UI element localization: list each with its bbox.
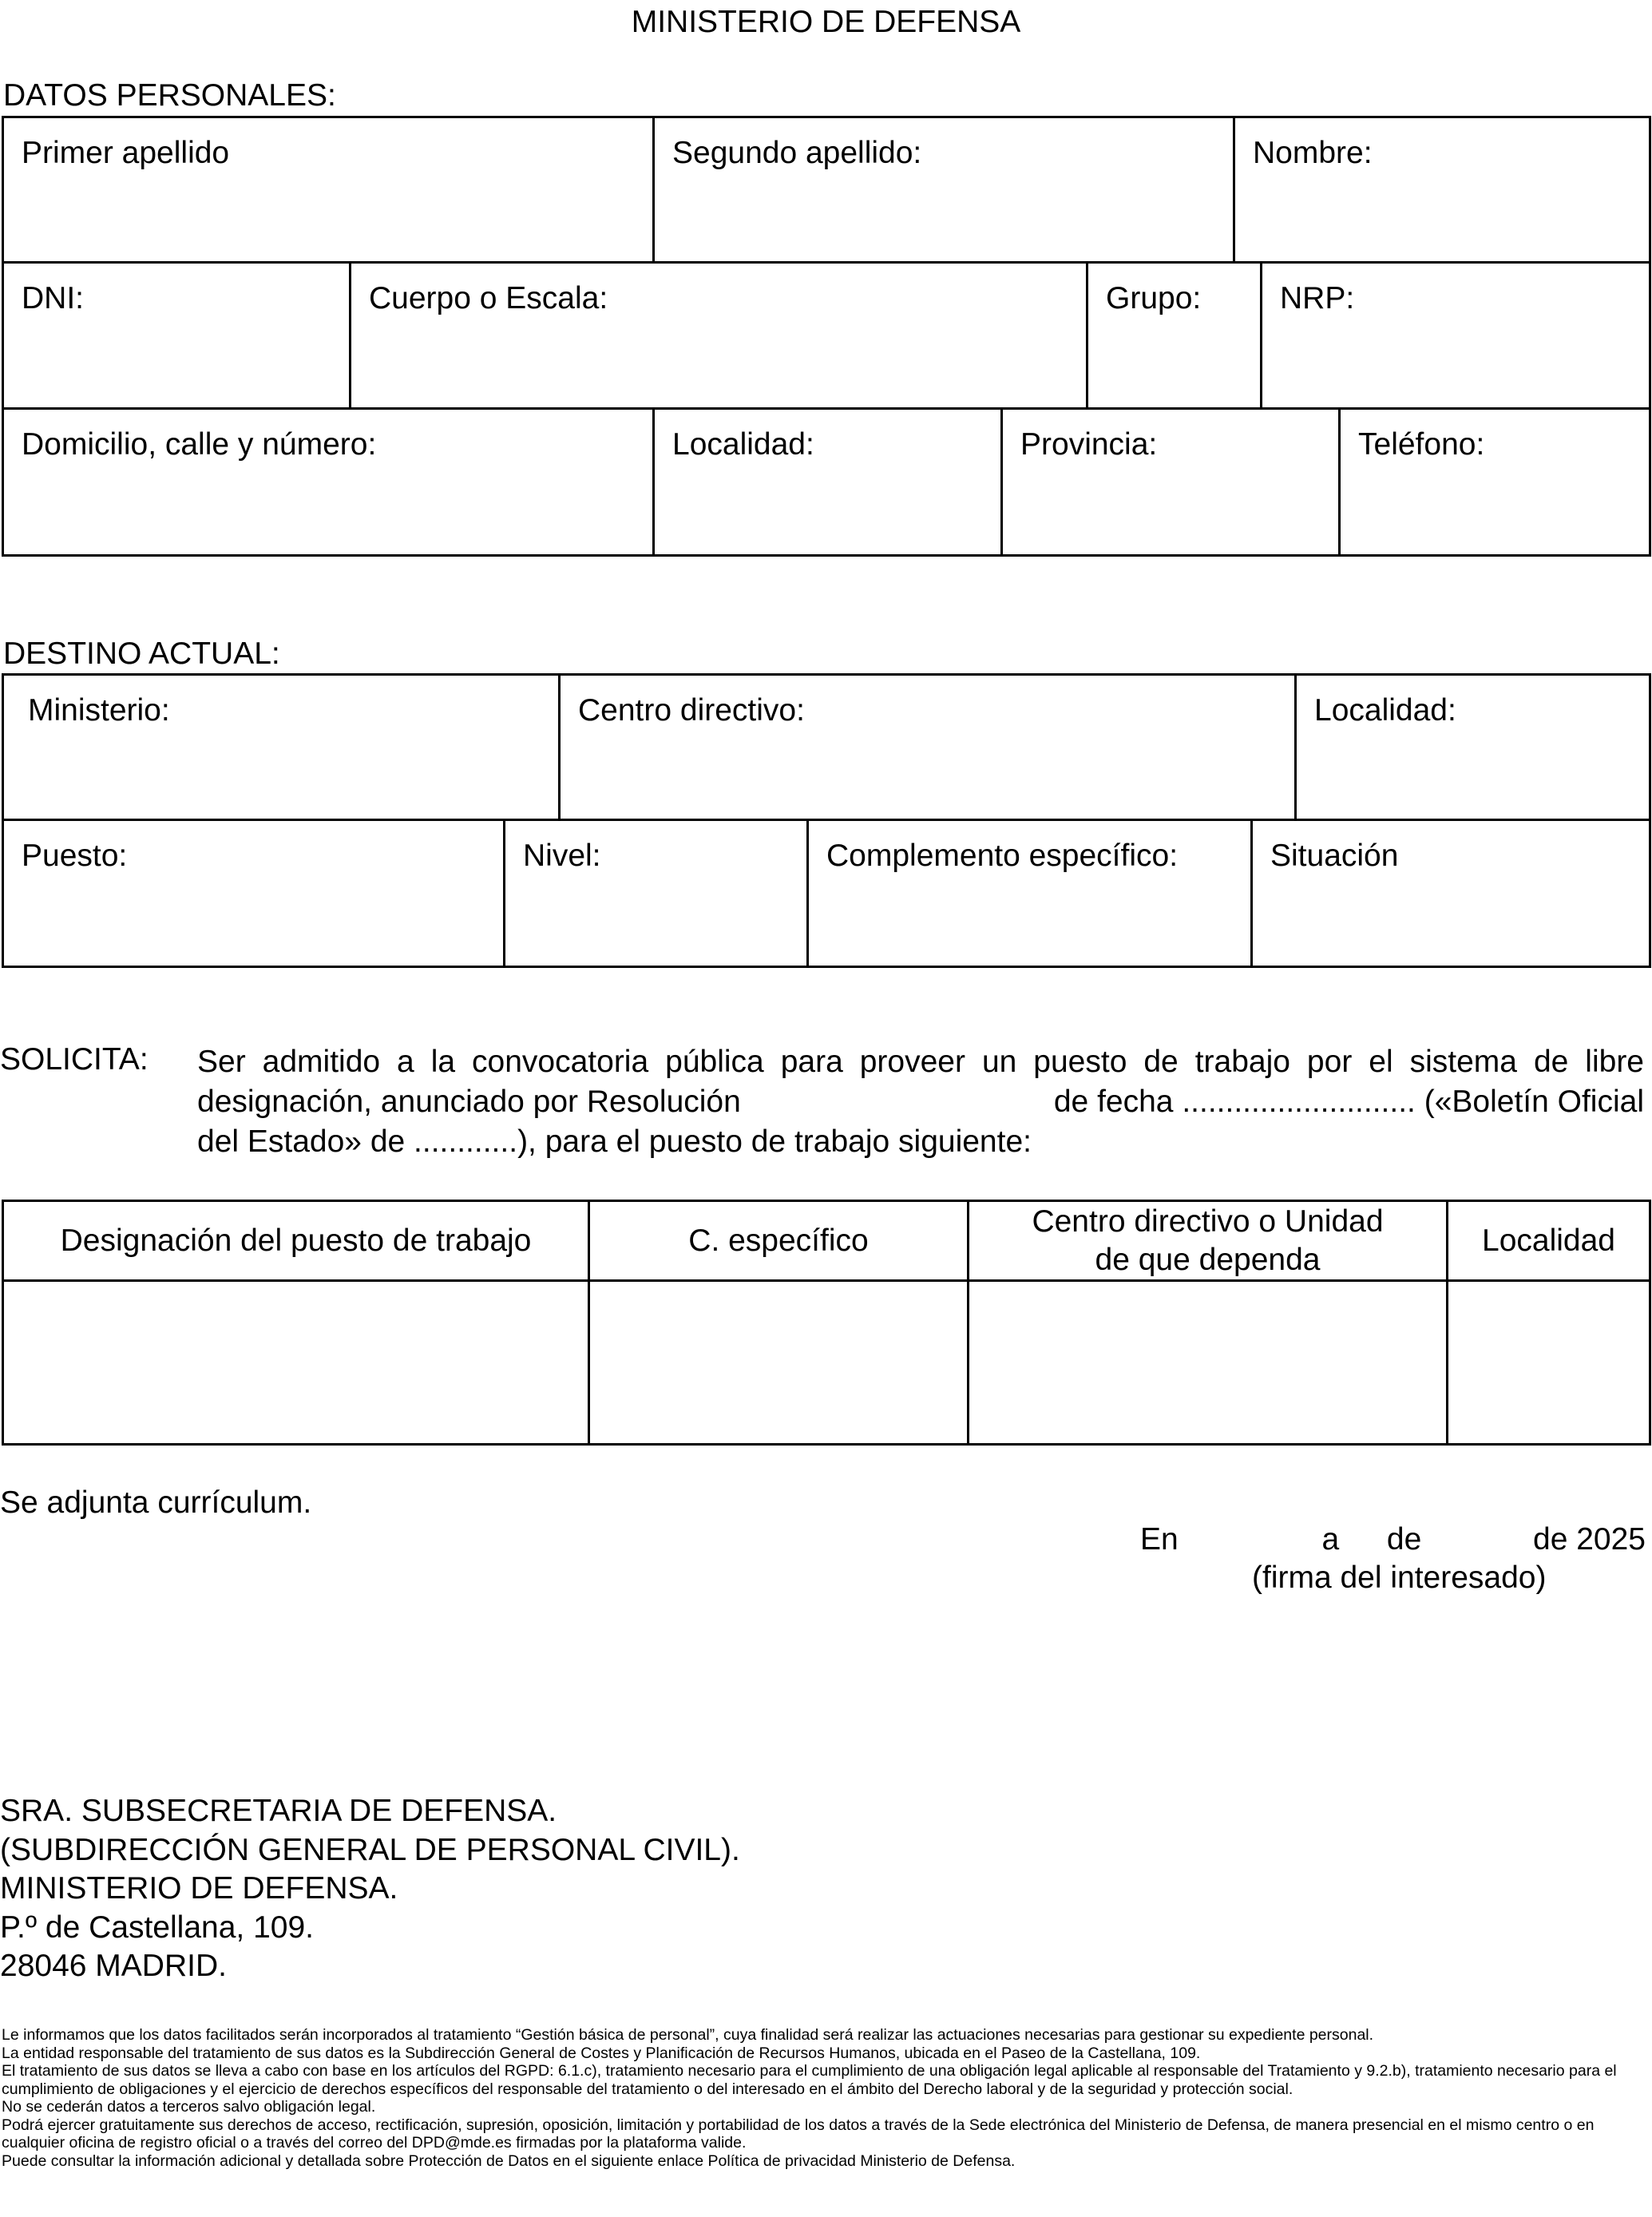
legal-notice bbox=[2, 2026, 1646, 2170]
nombre-field[interactable]: Nombre: bbox=[1253, 136, 1373, 170]
nivel-field[interactable]: Nivel: bbox=[505, 821, 809, 966]
fecha-a: a bbox=[1321, 1522, 1340, 1557]
puestos-header-designacion: Designación del puesto de trabajo bbox=[3, 1201, 589, 1281]
cuerpo-escala-field[interactable]: Cuerpo o Escala: bbox=[351, 264, 1088, 407]
destino-localidad-field[interactable]: Localidad: bbox=[1314, 693, 1456, 728]
legal-paragraph: Le informamos que los datos facilitados serán incorporados al tratamiento “Gestión básica de personal”, cuya finalidad será realizar las actuaciones necesarias para gestionar su expediente personal. bbox=[2, 2026, 1374, 2044]
fecha-firma-line bbox=[1140, 1522, 1646, 1557]
puestos-centro-directivo-input[interactable] bbox=[969, 1281, 1448, 1445]
solicita-text bbox=[197, 1042, 1644, 1162]
legal-paragraph: Puede consultar la información adicional y detallada sobre Protección de Datos en el siguiente enlace Política de privacidad Ministerio de Defensa. bbox=[2, 2152, 1016, 2170]
legal-paragraph: No se cederán datos a terceros salvo obligación legal. bbox=[2, 2098, 376, 2116]
puestos-header-centro-directivo bbox=[969, 1201, 1448, 1281]
puestos-table-header-row bbox=[3, 1201, 1650, 1281]
legal-paragraph: El tratamiento de sus datos se lleva a cabo con base en los artículos del RGPD: 6.1.c), tratamiento necesario para el cumplimiento de una obligación legal aplicable al responsable del Tratamiento y 9.2.b), tratamiento necesario para el cumplimiento de obligaciones y el ejercicio de derechos específicos del responsable del tratamiento o del interesado en el ámbito del Derecho laboral y de la seguridad y protección social. bbox=[2, 2062, 1617, 2098]
primer-apellido-field[interactable]: Primer apellido bbox=[4, 118, 655, 261]
solicita-line-2a: designación, anunciado por Resolución bbox=[197, 1085, 741, 1119]
datos-personales-row-2 bbox=[2, 264, 1651, 410]
situacion-field[interactable]: Situación bbox=[1270, 839, 1399, 873]
puesto-field[interactable]: Puesto: bbox=[4, 821, 505, 966]
solicita-line-2 bbox=[197, 1082, 1644, 1122]
destinatario-line: SRA. SUBSECRETARIA DE DEFENSA. bbox=[0, 1794, 557, 1828]
destinatario-line: (SUBDIRECCIÓN GENERAL DE PERSONAL CIVIL). bbox=[0, 1832, 740, 1867]
puestos-localidad-input[interactable] bbox=[1448, 1281, 1650, 1445]
telefono-field[interactable]: Teléfono: bbox=[1358, 427, 1485, 462]
solicita-line-3: del Estado» de ............), para el puesto de trabajo siguiente: bbox=[197, 1124, 1032, 1159]
puestos-table bbox=[2, 1200, 1651, 1446]
nrp-field[interactable]: NRP: bbox=[1280, 281, 1355, 315]
fecha-de: de bbox=[1386, 1522, 1422, 1557]
complemento-especifico-field[interactable]: Complemento específico: bbox=[809, 821, 1253, 966]
ministerio-field[interactable]: Ministerio: bbox=[4, 676, 561, 819]
segundo-apellido-field[interactable]: Segundo apellido: bbox=[655, 118, 1235, 261]
puestos-header-c-especifico: C. específico bbox=[589, 1201, 969, 1281]
puestos-header-centro-line-2: de que dependa bbox=[1095, 1242, 1321, 1277]
destino-actual-row-2 bbox=[2, 821, 1651, 968]
solicita-line-2b: de fecha ........................... («Boletín Oficial bbox=[1053, 1085, 1644, 1119]
localidad-field[interactable]: Localidad: bbox=[655, 410, 1003, 554]
fecha-en: En bbox=[1140, 1522, 1179, 1557]
solicita-label: SOLICITA: bbox=[0, 1042, 149, 1077]
legal-paragraph: La entidad responsable del tratamiento de sus datos es la Subdirección General de Costes y Planificación de Recursos Humanos, ubicada en el Paseo de la Castellana, 109. bbox=[2, 2044, 1201, 2062]
domicilio-field[interactable]: Domicilio, calle y número: bbox=[4, 410, 655, 554]
legal-paragraph: Podrá ejercer gratuitamente sus derechos de acceso, rectificación, supresión, oposición, limitación y portabilidad de los datos a través de la Sede electrónica del Ministerio de Defensa, de manera presencial en el mismo centro o en cualquier oficina de registro oficial o a través del correo del DPD@mde.es firmadas por la plataforma valide. bbox=[2, 2116, 1595, 2152]
datos-personales-row-3 bbox=[2, 410, 1651, 557]
destinatario-line: P.º de Castellana, 109. bbox=[0, 1910, 314, 1945]
fecha-year: de 2025 bbox=[1533, 1522, 1646, 1557]
destino-actual-heading: DESTINO ACTUAL: bbox=[3, 637, 280, 671]
datos-personales-row-1 bbox=[2, 116, 1651, 264]
solicita-line-1 bbox=[197, 1042, 1644, 1082]
grupo-field[interactable]: Grupo: bbox=[1088, 264, 1262, 407]
provincia-field[interactable]: Provincia: bbox=[1003, 410, 1341, 554]
page-title: MINISTERIO DE DEFENSA bbox=[631, 5, 1021, 39]
puestos-c-especifico-input[interactable] bbox=[589, 1281, 969, 1445]
puestos-designacion-input[interactable] bbox=[3, 1281, 589, 1445]
puestos-table-entry-row bbox=[3, 1281, 1650, 1445]
destino-actual-row-1 bbox=[2, 673, 1651, 821]
solicita-line-1-text: Ser admitido a la convocatoria pública para proveer un puesto de trabajo por el sistema de libre bbox=[197, 1045, 1644, 1079]
puestos-header-localidad: Localidad bbox=[1448, 1201, 1650, 1281]
adjunta-curriculum: Se adjunta currículum. bbox=[0, 1485, 312, 1520]
dni-field[interactable]: DNI: bbox=[4, 264, 351, 407]
destinatario-block bbox=[0, 1792, 740, 1986]
datos-personales-heading: DATOS PERSONALES: bbox=[3, 78, 336, 113]
puestos-header-centro-line-1: Centro directivo o Unidad bbox=[1032, 1204, 1384, 1239]
destinatario-line: 28046 MADRID. bbox=[0, 1949, 227, 1983]
centro-directivo-field[interactable]: Centro directivo: bbox=[561, 676, 1297, 819]
firma-interesado: (firma del interesado) bbox=[1252, 1561, 1547, 1595]
destinatario-line: MINISTERIO DE DEFENSA. bbox=[0, 1871, 398, 1906]
